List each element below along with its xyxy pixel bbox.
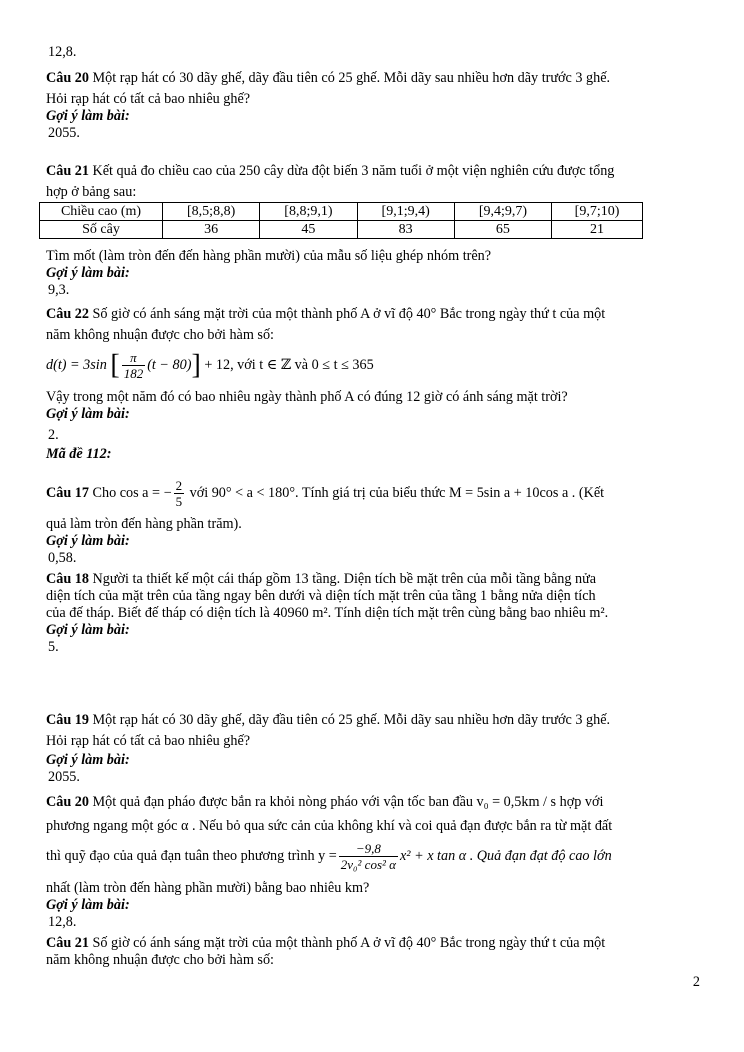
- table-row: [40, 203, 643, 221]
- answer-text: 12,8.: [48, 44, 77, 60]
- question-text: Một rạp hát có 30 dãy ghế, dãy đầu tiên có 25 ghế. Mỗi dãy sau nhiều hơn dãy trước 3 ghế.: [88, 712, 611, 728]
- question-19: [46, 712, 706, 786]
- page-number: 2: [692, 974, 700, 990]
- table-cell: 65: [454, 221, 551, 239]
- answer-text: 5.: [48, 639, 59, 655]
- question-text: Hỏi rạp hát có tất cả bao nhiêu ghế?: [46, 91, 251, 107]
- question-text: phương ngang một góc α . Nếu bỏ qua sức cản của không khí và coi quả đạn được bắn ra từ mặt đất: [46, 818, 613, 834]
- answer-text: 2.: [48, 427, 59, 443]
- question-20b-tail: [46, 880, 706, 931]
- hint-heading: Gợi ý làm bài:: [46, 265, 130, 281]
- height-table: [39, 202, 643, 239]
- answer-text: 9,3.: [48, 282, 70, 298]
- question-text: Tìm mốt (làm tròn đến đến hàng phần mười) của mẫu số liệu ghép nhóm trên?: [46, 248, 492, 264]
- question-text: năm không nhuận được cho bởi hàm số:: [46, 327, 274, 343]
- table-cell: [9,4;9,7): [454, 203, 551, 221]
- hint-heading: Gợi ý làm bài:: [46, 622, 130, 638]
- table-cell: 21: [552, 221, 643, 239]
- question-text: của đế tháp. Biết đế tháp có diện tích là 40960 m². Tính diện tích mặt trên cùng bằng bao nhiêu m².: [46, 605, 609, 621]
- question-22a-tail: [46, 389, 706, 463]
- table-cell: 45: [260, 221, 357, 239]
- formula-part: (t − 80): [147, 357, 192, 373]
- question-text: thì quỹ đạo của quả đạn tuân theo phương trình y =: [46, 848, 337, 864]
- daylight-formula: d(t) = 3sin [ $\frac{\pi}{182}$ (t − 80)] + 12, với t ∈ ℤ và 0 ≤ t ≤ 365: [46, 349, 374, 382]
- question-20a: [46, 70, 706, 142]
- table-cell: Chiều cao (m): [40, 203, 163, 221]
- fraction: $\frac{\pi}{182}$: [123, 350, 144, 382]
- hint-heading: Gợi ý làm bài:: [46, 406, 130, 422]
- table-cell: [8,5;8,8): [163, 203, 260, 221]
- answer-text: 2055.: [48, 125, 80, 141]
- question-text: x² + x tan α . Quả đạn đạt độ cao lớn: [399, 848, 612, 864]
- hint-heading: Gợi ý làm bài:: [46, 533, 130, 549]
- question-text: Hỏi rạp hát có tất cả bao nhiêu ghế?: [46, 733, 251, 749]
- question-text: với 90° < a < 180°. Tính giá trị của biểu thức M = 5sin a + 10cos a . (Kết: [186, 485, 605, 501]
- hint-heading: Gợi ý làm bài:: [46, 752, 130, 768]
- table-cell: 83: [357, 221, 454, 239]
- question-label: Câu 20: [46, 794, 89, 810]
- table-cell: [8,8;9,1): [260, 203, 357, 221]
- table-cell: [9,1;9,4): [357, 203, 454, 221]
- question-21a: [46, 163, 706, 201]
- question-text: Một rạp hát có 30 dãy ghế, dãy đầu tiên có 25 ghế. Mỗi dãy sau nhiều hơn dãy trước 3 ghế.: [88, 70, 611, 86]
- question-text: nhất (làm tròn đến hàng phần mười) bằng bao nhiêu km?: [46, 880, 370, 896]
- question-text: Người ta thiết kế một cái tháp gồm 13 tầng. Diện tích bề mặt trên của mỗi tầng bằng nửa: [88, 571, 597, 587]
- question-text: hợp ở bảng sau:: [46, 184, 137, 200]
- answer-text: 0,58.: [48, 550, 77, 566]
- table-cell: 36: [163, 221, 260, 239]
- question-text: Số giờ có ánh sáng mặt trời của một thành phố A ở vĩ độ 40° Bắc trong ngày thứ t của một: [88, 306, 606, 322]
- table-row: [40, 221, 643, 239]
- question-21a-tail: [46, 248, 706, 299]
- question-text: năm không nhuận được cho bởi hàm số:: [46, 952, 274, 968]
- question-label: Câu 19: [46, 712, 89, 728]
- formula-part: d(t) = 3sin: [46, 357, 107, 373]
- question-label: Câu 21: [46, 163, 89, 179]
- question-21b: [46, 935, 706, 969]
- question-17-tail: [46, 516, 706, 567]
- question-label: Câu 17: [46, 485, 89, 501]
- question-label: Câu 22: [46, 306, 89, 322]
- question-text: Kết quả đo chiều cao của 250 cây dừa đột biến 3 năm tuổi ở một viện nghiên cứu được tổng: [88, 163, 615, 179]
- question-label: Câu 18: [46, 571, 89, 587]
- hint-heading: Gợi ý làm bài:: [46, 108, 130, 124]
- question-text: Cho cos a = −: [88, 485, 172, 501]
- fraction: $\frac{-9,8}{\text{2v₀² cos² α}}$: [340, 841, 396, 873]
- question-22a: [46, 306, 706, 344]
- hint-heading: Gợi ý làm bài:: [46, 897, 130, 913]
- question-20b: [46, 794, 706, 835]
- question-label: Câu 21: [46, 935, 89, 951]
- question-text: Số giờ có ánh sáng mặt trời của một thành phố A ở vĩ độ 40° Bắc trong ngày thứ t của một: [88, 935, 606, 951]
- answer-text: 12,8.: [48, 914, 77, 930]
- question-text: quả làm tròn đến hàng phần trăm).: [46, 516, 242, 532]
- top-answer: [46, 44, 706, 61]
- question-text: Vậy trong một năm đó có bao nhiêu ngày thành phố A có đúng 12 giờ có ánh sáng mặt trời?: [46, 389, 568, 405]
- formula-part: + 12: [200, 357, 231, 373]
- question-text: Một quả đạn pháo được bắn ra khỏi nòng pháo với vận tốc ban đầu v₀ = 0,5km / s hợp với: [88, 794, 604, 810]
- table-cell: Số cây: [40, 221, 163, 239]
- question-label: Câu 20: [46, 70, 89, 86]
- fraction: $\frac{2}{5}$: [175, 478, 183, 510]
- question-18: [46, 571, 706, 656]
- answer-text: 2055.: [48, 769, 80, 785]
- section-title: Mã đề 112:: [46, 446, 112, 462]
- table-cell: [9,7;10): [552, 203, 643, 221]
- question-text: diện tích của mặt trên của tầng ngay bên dưới và diện tích mặt trên của tầng 1 bằng nửa diện tích: [46, 588, 596, 604]
- question-17: [46, 476, 706, 510]
- trajectory-formula: [46, 838, 706, 874]
- formula-condition: , với t ∈ ℤ và 0 ≤ t ≤ 365: [230, 357, 374, 373]
